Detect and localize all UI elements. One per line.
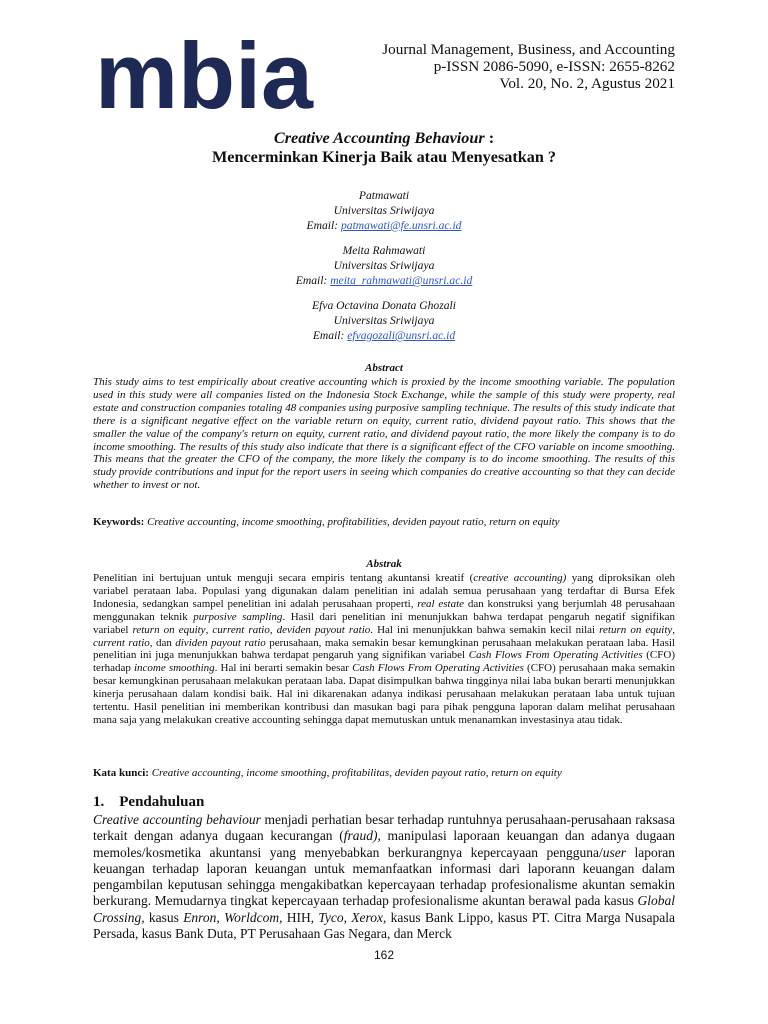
keyword-separator: , — [236, 516, 242, 528]
keyword: return on equity — [491, 767, 562, 779]
italic-term: Cash Flows From Operating Activities — [468, 649, 643, 662]
author-affiliation: Universitas Sriwijaya — [333, 259, 435, 272]
author-block — [93, 188, 675, 233]
abstract-keywords — [93, 516, 675, 529]
author-name: Meita Rahmawati — [342, 244, 426, 257]
italic-term: user — [602, 844, 627, 860]
author-email-link[interactable]: patmawati@fe.unsri.ac.id — [340, 219, 462, 232]
keyword: deviden payout ratio — [392, 516, 484, 528]
journal-name: Journal Management, Business, and Accounting — [382, 41, 675, 58]
italic-term: fraud), — [343, 828, 381, 844]
author-email-link[interactable]: efvagozali@unsri.ac.id — [347, 329, 456, 342]
logo-text: mbia — [95, 40, 314, 112]
author-name: Efva Octavina Donata Ghozali — [312, 299, 456, 312]
abstrak-heading: Abstrak — [366, 558, 402, 570]
italic-term: income smoothing — [133, 662, 215, 675]
keyword: Creative accounting — [147, 516, 237, 528]
text-run: HIH, — [282, 909, 319, 925]
section-heading: 1. Pendahuluan — [93, 794, 205, 810]
italic-term: Global Crossing, — [93, 893, 675, 925]
page-number: 162 — [373, 948, 395, 962]
text-run: menjadi perhatian besar terhadap runtuhnya perusahaan-perusahaan raksasa terkait dengan adanya dugaan kecurangan ( — [93, 812, 675, 844]
author-email-link[interactable]: meita_rahmawati@unsri.ac.id — [330, 274, 473, 287]
text-run: . Hasil dari penelitian ini menunjukkan bahwa terdapat pengaruh negatif signifikan variabel — [93, 610, 675, 636]
email-label: Email: — [306, 219, 341, 232]
email-label: Email: — [295, 274, 331, 287]
keyword: return on equity — [489, 516, 560, 528]
keyword-separator: , — [322, 516, 328, 528]
journal-header — [382, 41, 675, 93]
text-run: kasus — [144, 909, 184, 925]
title-colon: : — [484, 129, 495, 147]
italic-term: Creative accounting behaviour — [93, 812, 261, 827]
journal-volume: Vol. 20, No. 2, Agustus 2021 — [499, 75, 675, 93]
keyword: profitabilities — [327, 516, 388, 528]
text-run: , — [672, 623, 676, 636]
title-line2: Mencerminkan Kinerja Baik atau Menyesatkan ? — [212, 148, 556, 166]
italic-term: dividen payout ratio — [175, 636, 266, 649]
text-run: . Hal ini berarti semakin besar — [214, 662, 353, 675]
italic-term: Tyco — [318, 909, 344, 925]
text-run: (CFO) terhadap — [93, 649, 675, 675]
keyword: profitabilitas — [332, 767, 390, 779]
italic-term: creative accounting) — [473, 572, 567, 584]
keyword-separator: , — [387, 516, 393, 528]
keyword-separator: , — [240, 767, 247, 779]
italic-term: return on equity — [599, 623, 673, 636]
italic-term: return on equity — [132, 623, 206, 636]
text-run: dan konstruksi yang berjumlah 48 perusahaan menggunakan teknik — [93, 597, 676, 623]
italic-term: purposive sampling — [193, 610, 283, 623]
text-run: , — [269, 623, 277, 636]
italic-term: deviden payout ratio — [276, 623, 371, 636]
text-run: . Hal ini menunjukkan bahwa semakin kecil nilai — [370, 623, 600, 636]
text-run: , — [343, 909, 352, 925]
email-label: Email: — [312, 329, 348, 342]
journal-issn: p-ISSN 2086-5090, e-ISSN: 2655-8262 — [433, 58, 675, 76]
section-body — [93, 812, 675, 942]
italic-term: Xerox — [351, 909, 384, 925]
abstrak-keywords — [93, 767, 675, 780]
text-run: laporan keuangan terhadap laporan keuangan untuk memanfaatkan informasi dari laporann keuangan dalam pengambilan keputusan sehingga mengakibatkan kepercayaan terhadap profesionalisme akuntan semakin berkurang. Memudarnya tingkat kepercayaan terhadap profesionalisme akuntan berawal pada kasus — [93, 844, 675, 909]
italic-term: Cash Flows From Operating Activities — [352, 662, 524, 675]
text-run: , — [205, 623, 213, 636]
mbia-logo — [95, 40, 315, 112]
keyword: income smoothing — [246, 767, 327, 779]
abstract-heading: Abstract — [365, 362, 403, 374]
keywords-label: Keywords: — [93, 516, 145, 528]
keywords-list — [147, 516, 559, 528]
keyword: income smoothing — [241, 516, 323, 528]
abstract-text: This study aims to test empirically about creative accounting which is proxied by the income smoothing variable. The population used in this study were all companies listed on the Indonesia Stock Exchange, while the sample of this study were property, real estate and construction companies totaling 48 companies using purposive sampling technique. The results of this study indicate that there is a significant negative effect on the variable return on equity, current ratio, dividend payout ratio. This shows that the smaller the value of the company's return on equity, current ratio, and dividend payout ratio, the more likely the company is to do income smoothing. The results of this study also indicate that there is a significant effect of the CFO variable on income smoothing. This means that the greater the CFO of the company, the more likely the company is to do income smoothing. The results of this study provide contributions and input for the report users in seeing which companies do creative accounting so that they can decide whether to invest or not. — [93, 376, 675, 492]
italic-term: Enron, Worldcom, — [183, 909, 283, 925]
text-run: yang diproksikan oleh variabel perataan laba. Populasi yang digunakan dalam penelitian ini adalah semua perusahaan yang terdaftar di Bursa Efek Indonesia, sedangkan sampel penelitian ini adalah perusahaan properti, — [93, 572, 675, 610]
text-run: (CFO) perusahaan maka semakin besar kemungkinan perusahaan melakukan perataan laba. Dapat disimpulkan bahwa tingginya nilai laba bukan berarti menunjukkan kinerja perusahaan dalam kondisi baik. Hal ini dikarenakan adanya indikasi perusahaan melakukan perataan laba untuk tujuan tertentu. Hasil penelitian ini memberikan kontribusi dan masukan bagi para pihak pengguna laporan dalam melihat perusahaan mana saja yang melakukan creative accounting sehingga dapat memutuskan untuk menanamkan investasinya atau tidak. — [93, 662, 675, 726]
keyword-separator: , — [326, 767, 333, 779]
keyword-separator: , — [483, 516, 490, 528]
keyword-separator: , — [389, 767, 395, 779]
text-run: perusahaan, maka semakin besar kemungkinan perusahaan melakukan perataan laba. Hasil penelitian ini juga menunjukkan bahwa terdapat pengaruh yang signifikan variabel — [93, 636, 675, 662]
abstrak-text — [93, 572, 675, 727]
italic-term: current ratio — [93, 636, 150, 649]
keyword: Creative accounting — [151, 767, 241, 779]
italic-term: current ratio — [212, 623, 270, 636]
author-block — [93, 298, 675, 343]
kata-kunci-list — [152, 767, 562, 779]
author-affiliation: Universitas Sriwijaya — [333, 204, 435, 217]
keyword: deviden payout ratio — [394, 767, 486, 779]
kata-kunci-label: Kata kunci: — [93, 767, 149, 779]
text-run: , dan — [149, 636, 176, 649]
text-run: , kasus Bank Lippo, kasus PT. Citra Marga Nusapala Persada, kasus Bank Duta, PT Perusahaan Gas Negara, dan Merck — [93, 909, 676, 942]
text-run: manipulasi laporaan keuangan dan adanya dugaan memoles/kosmetika akuntansi yang menyebabkan berkurangnya kepercayaan pengguna/ — [93, 828, 676, 860]
text-run: Penelitian ini bertujuan untuk menguji secara empiris tentang akuntansi kreatif ( — [93, 572, 474, 584]
author-name: Patmawati — [358, 189, 410, 202]
paper-title — [93, 129, 675, 167]
keyword-separator: , — [485, 767, 492, 779]
italic-term: real estate — [417, 597, 465, 610]
title-line1: Creative Accounting Behaviour — [273, 129, 485, 147]
author-affiliation: Universitas Sriwijaya — [333, 314, 435, 327]
author-block — [93, 243, 675, 288]
